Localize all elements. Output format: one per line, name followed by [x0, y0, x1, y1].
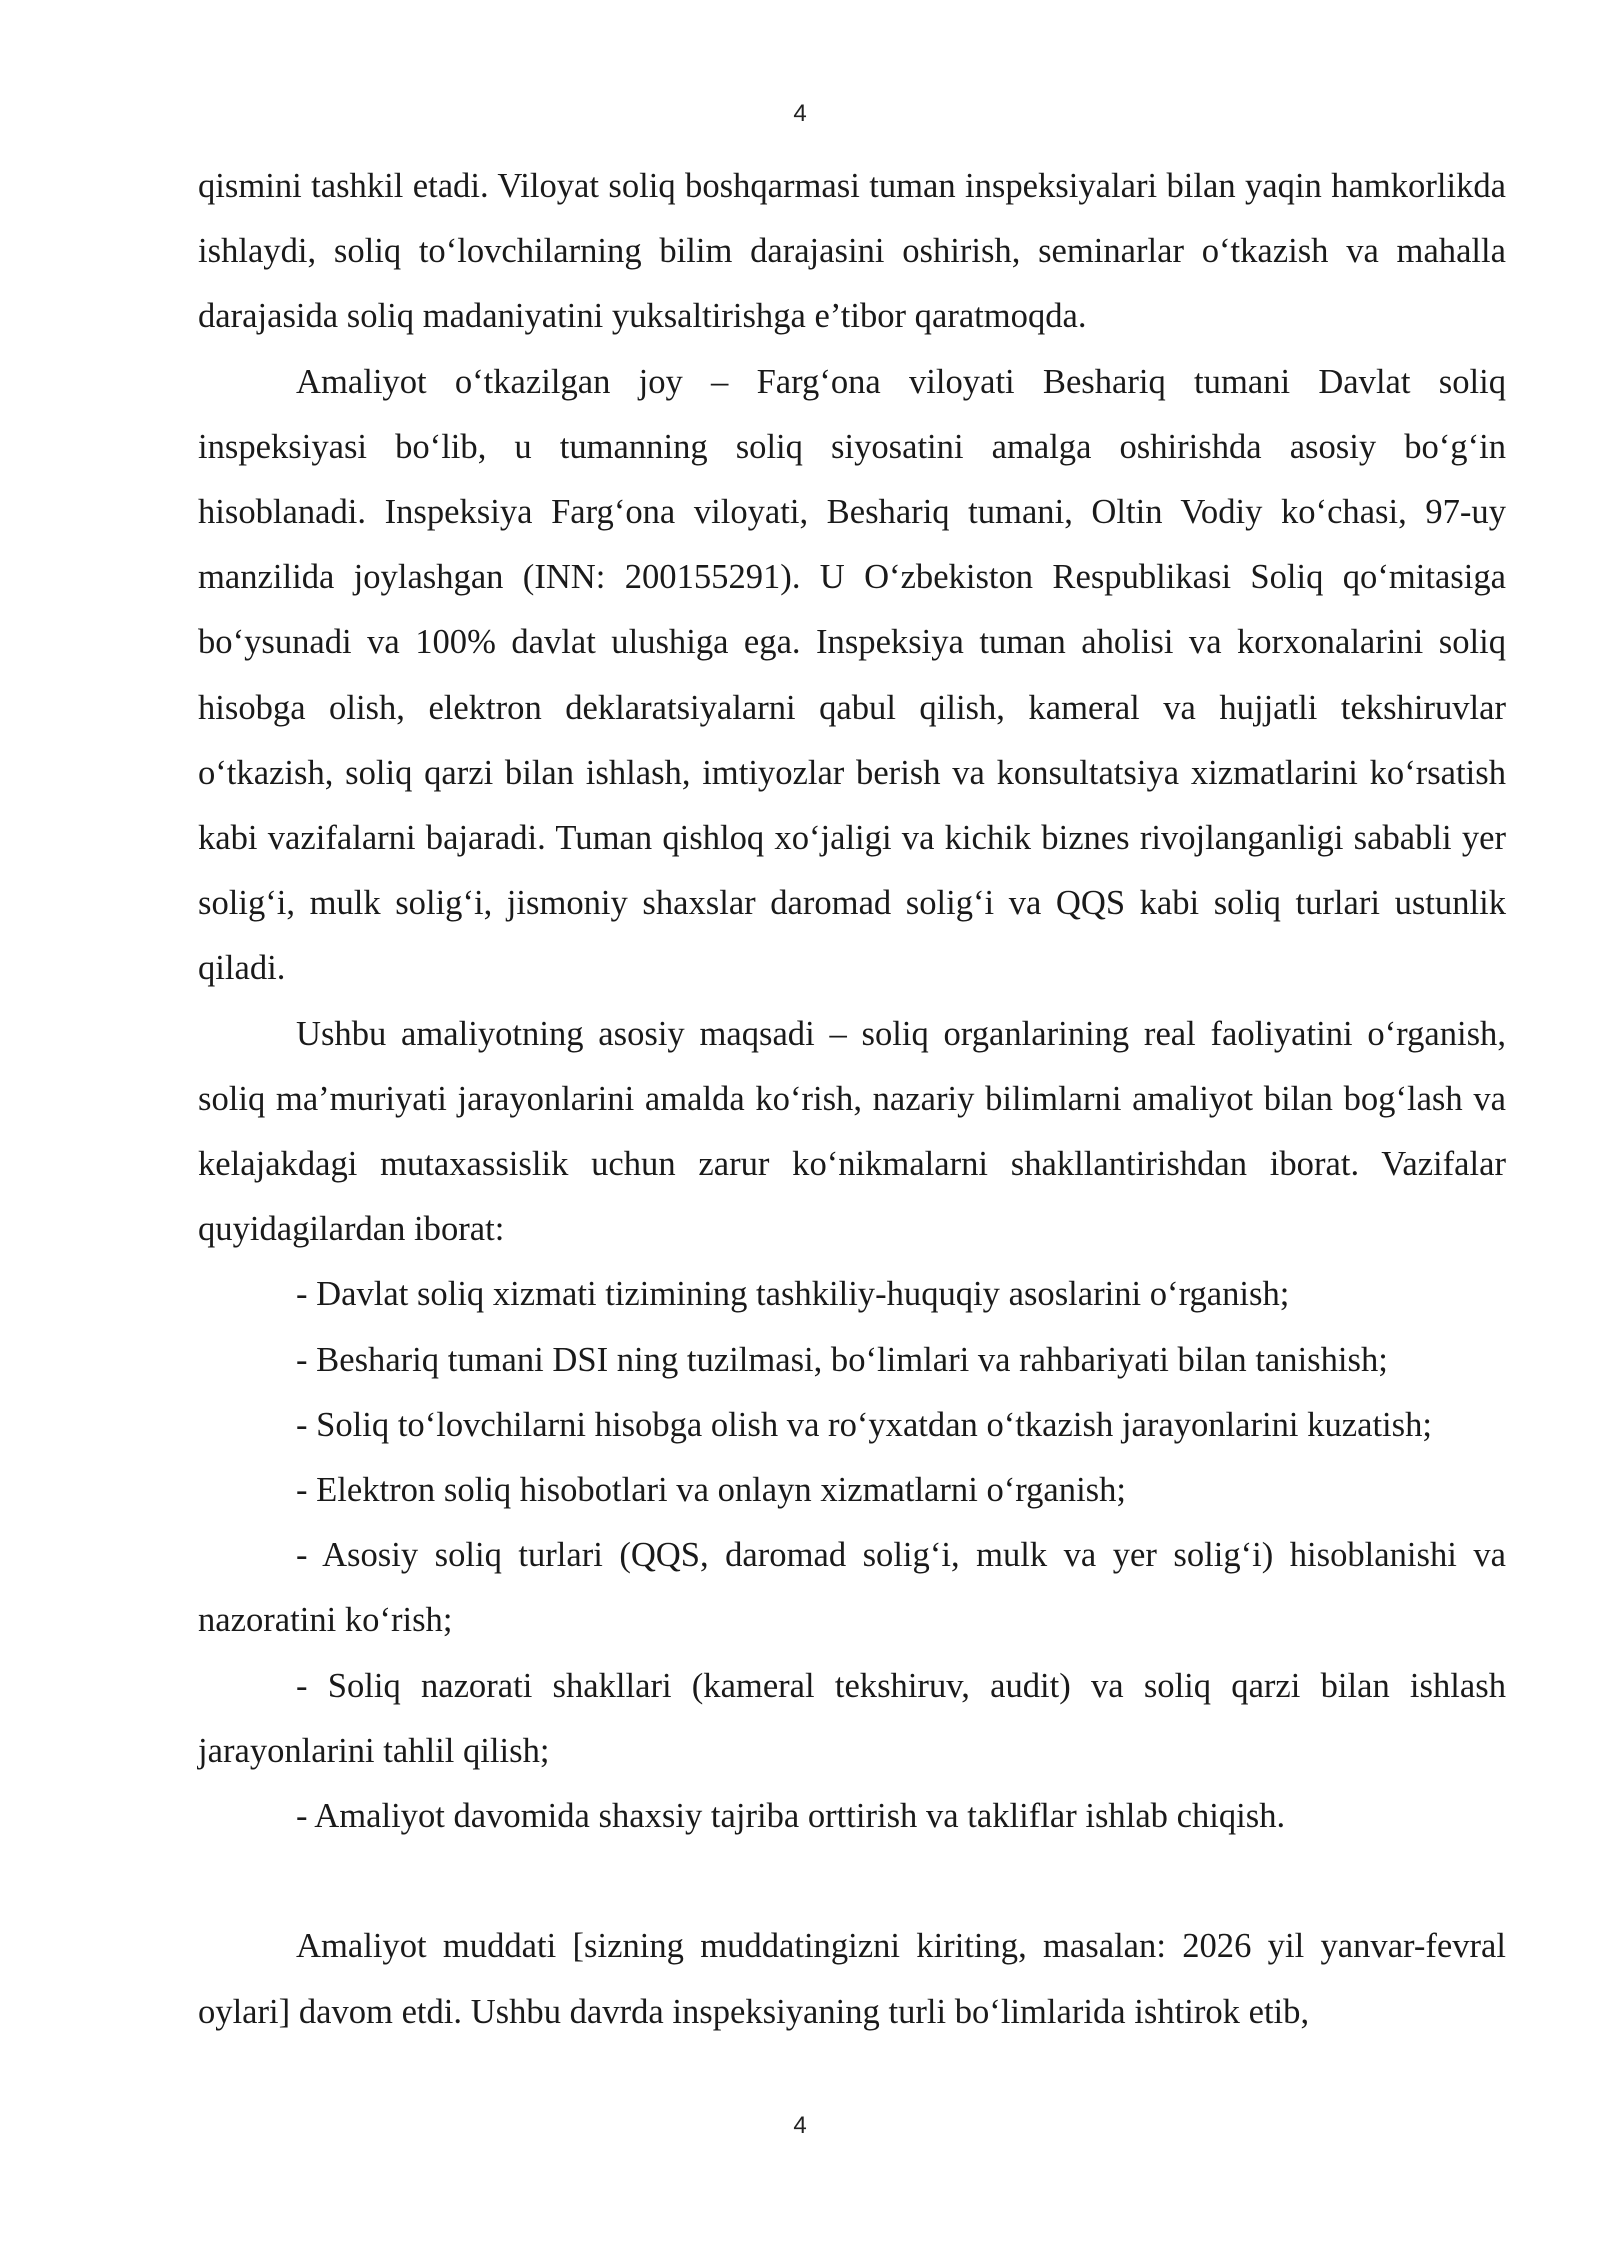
task-list-item: - Soliq to‘lovchilarni hisobga olish va ro‘yxatdan o‘tkazish jarayonlarini kuzatish;: [296, 1405, 1433, 1444]
task-list-item: - Elektron soliq hisobotlari va onlayn xizmatlarni o‘rganish;: [296, 1471, 1127, 1510]
blank-line: [198, 1849, 1506, 1914]
paragraph-continued: qismini tashkil etadi. Viloyat soliq boshqarmasi tuman inspeksiyalari bilan yaqin hamkorlikda ishlaydi, soliq to‘lovchilarning bilim darajasini oshirish, seminarlar o‘tkazish va mahalla darajasida soliq madaniyatini yuksaltirishga e’tibor qaratmoqda.: [198, 167, 1506, 336]
page-number-bottom: 4: [793, 2112, 807, 2139]
document-body: [198, 154, 1506, 2045]
task-list: [198, 1262, 1506, 1849]
task-list-item: - Amaliyot davomida shaxsiy tajriba orttirish va takliflar ishlab chiqish.: [296, 1797, 1286, 1836]
task-list-item: - Asosiy soliq turlari (QQS, daromad solig‘i, mulk va yer solig‘i) hisoblanishi va nazoratini ko‘rish;: [198, 1536, 1506, 1640]
paragraph-practice-goal: Ushbu amaliyotning asosiy maqsadi – soliq organlarining real faoliyatini o‘rganish, soliq ma’muriyati jarayonlarini amalda ko‘rish, nazariy bilimlarni amaliyot bilan bog‘lash va kelajakdagi mutaxassislik uchun zarur ko‘nikmalarni shakllantirishdan iborat. Vazifalar quyidagilardan iborat:: [198, 1014, 1506, 1249]
task-list-item: - Beshariq tumani DSI ning tuzilmasi, bo‘limlari va rahbariyati bilan tanishish;: [296, 1340, 1388, 1379]
paragraph-practice-duration: Amaliyot muddati [sizning muddatingizni kiriting, masalan: 2026 yil yanvar-fevral oylari] davom etdi. Ushbu davrda inspeksiyaning turli bo‘limlarida ishtirok etib,: [198, 1927, 1506, 2031]
page-number-top: 4: [793, 100, 807, 127]
task-list-item: - Soliq nazorati shakllari (kameral tekshiruv, audit) va soliq qarzi bilan ishlash jarayonlarini tahlil qilish;: [198, 1666, 1506, 1770]
paragraph-practice-location: Amaliyot o‘tkazilgan joy – Farg‘ona viloyati Beshariq tumani Davlat soliq inspeksiyasi bo‘lib, u tumanning soliq siyosatini amalga oshirishda asosiy bo‘g‘in hisoblanadi. Inspeksiya Farg‘ona viloyati, Beshariq tumani, Oltin Vodiy ko‘chasi, 97-uy manzilida joylashgan (INN: 200155291). U O‘zbekiston Respublikasi Soliq qo‘mitasiga bo‘ysunadi va 100% davlat ulushiga ega. Inspeksiya tuman aholisi va korxonalarini soliq hisobga olish, elektron deklaratsiyalarni qabul qilish, kameral va hujjatli tekshiruvlar o‘tkazish, soliq qarzi bilan ishlash, imtiyozlar berish va konsultatsiya xizmatlarini ko‘rsatish kabi vazifalarni bajaradi. Tuman qishloq xo‘jaligi va kichik biznes rivojlanganligi sababli yer solig‘i, mulk solig‘i, jismoniy shaxslar daromad solig‘i va QQS kabi soliq turlari ustunlik qiladi.: [198, 362, 1506, 988]
task-list-item: - Davlat soliq xizmati tizimining tashkiliy-huquqiy asoslarini o‘rganish;: [296, 1275, 1290, 1314]
